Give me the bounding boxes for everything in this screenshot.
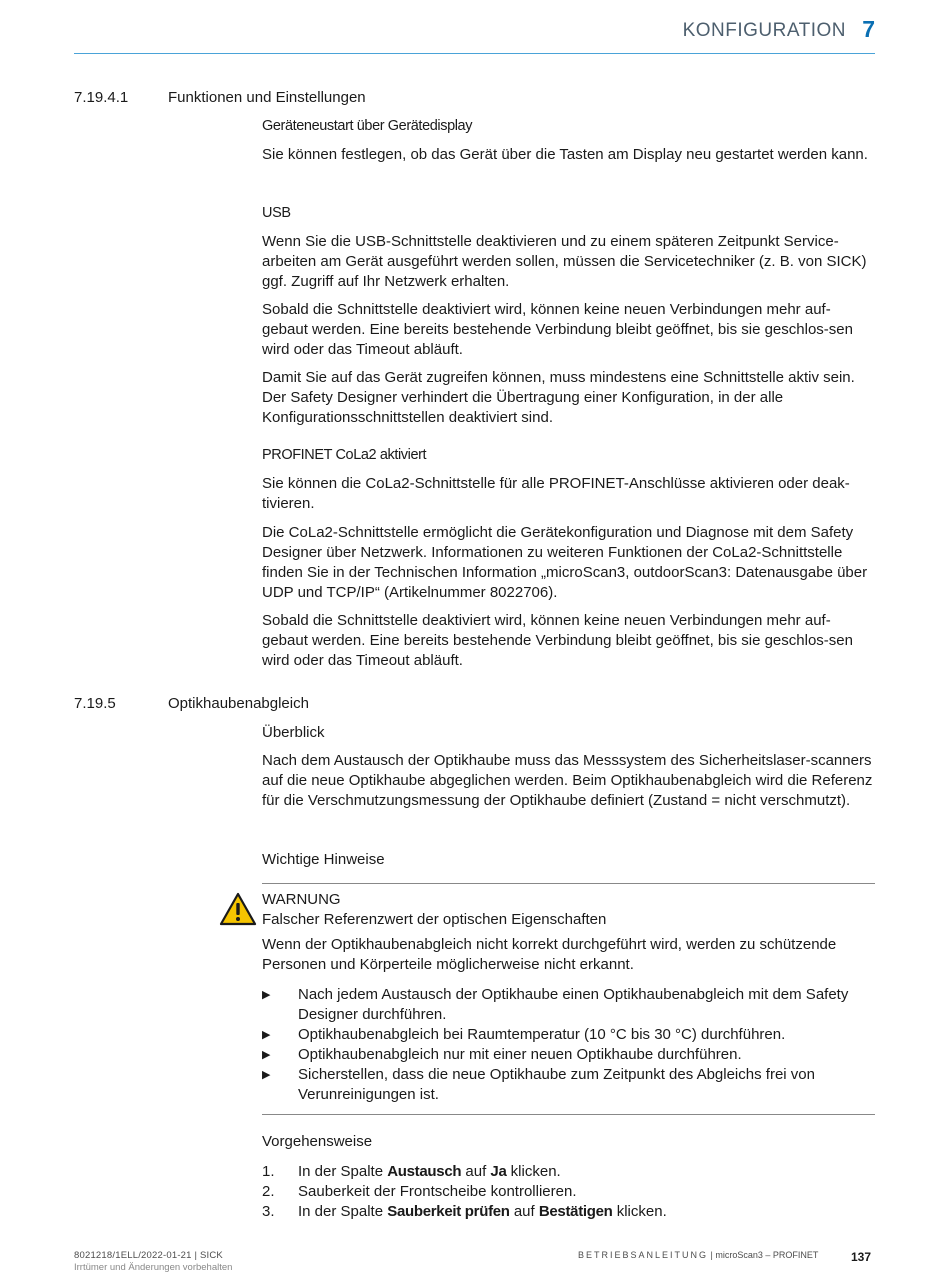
warning-bullet-list [262, 985, 874, 1105]
section-number: 7.19.5 [74, 695, 116, 712]
section-title: Funktionen und Einstellungen [168, 89, 366, 106]
procedure-steps [262, 1162, 874, 1222]
footer-doc-id: 8021218/1ELL/2022-01-21 | SICK [74, 1250, 223, 1261]
header-divider [74, 53, 875, 54]
list-item: 1. In der Spalte Austausch auf Ja klicken. [262, 1163, 561, 1180]
subheading-profinet: PROFINET CoLa2 aktiviert [262, 447, 427, 463]
bullet-arrow-icon: ▶ [262, 1049, 271, 1061]
list-item: 3. In der Spalte Sauberkeit prüfen auf Bestätigen klicken. [262, 1203, 667, 1220]
warning-text: Wenn der Optikhaubenabgleich nicht korrekt durchgeführt wird, werden zu schützende Personen und Körperteile möglicherweise nicht erkannt. [262, 936, 837, 973]
subheading-usb: USB [262, 205, 291, 221]
subheading-notes: Wichtige Hinweise [262, 851, 385, 868]
paragraph: Sobald die Schnittstelle deaktiviert wird, können keine neuen Verbindungen mehr auf-gebaut werden. Eine bereits bestehende Verbindung bleibt geöffnet, bis sie geschlos-sen wird oder das Timeout abläuft. [262, 301, 853, 358]
list-item: 2. Sauberkeit der Frontscheibe kontrollieren. [262, 1183, 577, 1200]
warning-top-rule [262, 883, 875, 884]
warning-bottom-rule [262, 1114, 875, 1115]
list-item: ▶ Optikhaubenabgleich bei Raumtemperatur (10 °C bis 30 °C) durchführen. [262, 1026, 786, 1043]
warning-triangle-icon [219, 892, 257, 926]
bullet-arrow-icon: ▶ [262, 1069, 271, 1081]
paragraph: Sobald die Schnittstelle deaktiviert wird, können keine neuen Verbindungen mehr auf-gebaut werden. Eine bereits bestehende Verbindung bleibt geöffnet, bis sie geschlos-sen wird oder das Timeout abläuft. [262, 612, 853, 669]
subheading-procedure: Vorgehensweise [262, 1133, 373, 1150]
subheading-restart: Geräteneustart über Gerätedisplay [262, 118, 473, 134]
bullet-arrow-icon: ▶ [262, 989, 271, 1001]
list-item: ▶ Nach jedem Austausch der Optikhaube einen Optikhaubenabgleich mit dem Safety Designer durchführen. [262, 986, 849, 1023]
footer-doc-info: BETRIEBSANLEITUNG | microScan3 – PROFINET [578, 1250, 819, 1260]
section-number: 7.19.4.1 [74, 89, 129, 106]
paragraph: Sie können festlegen, ob das Gerät über die Tasten am Display neu gestartet werden kann. [262, 146, 868, 163]
paragraph: Die CoLa2-Schnittstelle ermöglicht die Gerätekonfiguration und Diagnose mit dem Safety Designer über Netzwerk. Informationen zu weiteren Funktionen der CoLa2-Schnittstelle finden Sie in der Technischen Information „microScan3, outdoorScan3: Datenausgabe über UDP und TCP/IP“ (Artikelnummer 8022706). [262, 524, 868, 601]
section-title: Optikhaubenabgleich [168, 695, 309, 712]
list-item: ▶ Sicherstellen, dass die neue Optikhaube zum Zeitpunkt des Abgleichs frei von Verunreinigungen ist. [262, 1066, 815, 1103]
bullet-arrow-icon: ▶ [262, 1029, 271, 1041]
subheading-overview: Überblick [262, 724, 325, 741]
paragraph: Damit Sie auf das Gerät zugreifen können, muss mindestens eine Schnittstelle aktiv sein. Der Safety Designer verhindert die Übertragung einer Konfiguration, in der alle Konfigurationsschnittstellen deaktiviert sind. [262, 369, 855, 426]
paragraph: Nach dem Austausch der Optikhaube muss das Messsystem des Sicherheitslaser-scanners auf die neue Optikhaube abgeglichen werden. Beim Optikhaubenabgleich wird die Referenz für die Verschmutzungsmessung der Optikhaube definiert (Zustand = nicht verschmutzt). [262, 752, 873, 809]
warning-label: WARNUNG [262, 891, 341, 908]
paragraph: Wenn Sie die USB-Schnittstelle deaktivieren und zu einem späteren Zeitpunkt Service-arbeiten am Gerät ausgeführt werden sollen, müssen die Servicetechniker (z. B. von SICK) ggf. Zugriff auf Ihr Netzwerk erhalten. [262, 233, 867, 290]
list-item: ▶ Optikhaubenabgleich nur mit einer neuen Optikhaube durchführen. [262, 1046, 742, 1063]
chapter-title: KONFIGURATION [682, 20, 846, 41]
chapter-number: 7 [862, 16, 875, 42]
warning-subtitle: Falscher Referenzwert der optischen Eigenschaften [262, 911, 607, 928]
footer-disclaimer: Irrtümer und Änderungen vorbehalten [74, 1262, 233, 1273]
page-number: 137 [851, 1250, 872, 1264]
paragraph: Sie können die CoLa2-Schnittstelle für alle PROFINET-Anschlüsse aktivieren oder deak-tivieren. [262, 475, 850, 512]
